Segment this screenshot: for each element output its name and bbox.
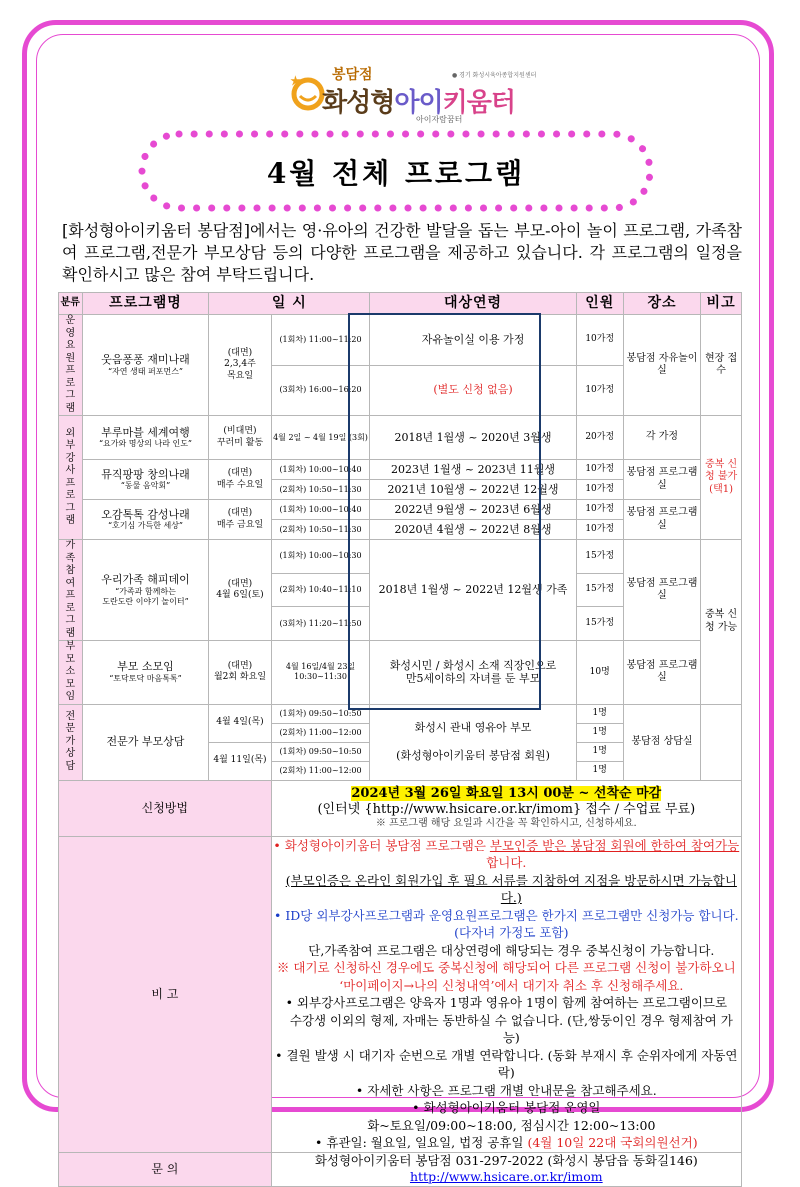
capacity: 10가정 <box>576 315 623 366</box>
apply-method: (인터넷 {http://www.hsicare.or.kr/imom} 접수 / 수업료 무료) <box>317 801 696 817</box>
contact-link[interactable]: http://www.hsicare.or.kr/imom <box>409 1169 603 1184</box>
age-range: 2018년 1월생 ~ 2022년 12월생 가족 <box>370 540 576 641</box>
schedule-day: (대면) 월2회 화요일 <box>209 641 271 705</box>
remarks-label: 비 고 <box>59 836 272 1152</box>
capacity: 20가정 <box>576 416 623 460</box>
capacity: 10가정 <box>576 365 623 416</box>
session-time: (2회차) 10:40~11:10 <box>271 573 370 607</box>
program-name: 부모 소모임 “토닥토닥 마음톡톡” <box>82 641 209 705</box>
remark-7: • 화성형아이키움터 봉담점 운영일 <box>412 1100 601 1115</box>
session-time: (1회차) 11:00~11:20 <box>271 315 370 366</box>
program-name: 우리가족 해피데이 “가족과 함께하는 도란도란 이야기 놀이터” <box>82 540 209 641</box>
category-expert: 전문가상담 <box>59 704 83 780</box>
age-range: 2021년 10월생 ~ 2022년 12월생 <box>370 480 576 500</box>
capacity: 10가정 <box>576 500 623 520</box>
program-name: 뮤직팡팡 창의나래 “동물 음악회” <box>82 460 209 500</box>
schedule-day: (대면) 2,3,4주 목요일 <box>209 315 271 416</box>
place: 봉담점 자유놀이실 <box>623 315 700 416</box>
header-ages: 대상연령 <box>370 293 576 315</box>
session-time: (3회차) 11:20~11:50 <box>271 607 370 641</box>
category-family: 가족참여프로그램 <box>59 540 83 641</box>
remark-2-sub: (다자녀 가정도 포함) <box>454 925 569 940</box>
schedule-day: (대면) 매주 수요일 <box>209 460 271 500</box>
age-range: 2018년 1월생 ~ 2020년 3월생 <box>370 416 576 460</box>
place: 각 가정 <box>623 416 700 460</box>
program-name: 오감톡톡 감성나래 “호기심 가득한 세상” <box>82 500 209 540</box>
schedule-day: (대면) 4월 6일(토) <box>209 540 271 641</box>
age-range: 자유놀이실 이용 가정 <box>370 315 576 366</box>
apply-label: 신청방법 <box>59 780 272 836</box>
note-no-duplicate: 중복 신청 불가 (택1) <box>701 416 742 540</box>
remark-4: • 외부강사프로그램은 양육자 1명과 영유아 1명이 함께 참여하는 프로그램이므로 <box>285 995 728 1010</box>
age-range: 화성시 관내 영유아 부모 (화성형아이키움터 봉담점 회원) <box>370 704 576 780</box>
place: 봉담점 프로그램실 <box>623 500 700 540</box>
category-parent: 부모소모임 <box>59 641 83 705</box>
capacity: 15가정 <box>576 607 623 641</box>
age-range: 2022년 9월생 ~ 2023년 6월생 <box>370 500 576 520</box>
category-external: 외부강사프로그램 <box>59 416 83 540</box>
logo-name-part3: 키움터 <box>442 88 515 118</box>
session-time: (1회차) 10:00~10:30 <box>271 540 370 574</box>
remark-3: ※ 대기로 신청하신 경우에도 중복신청에 해당되어 다른 프로그램 신청이 불가하오니 <box>276 960 736 975</box>
logo-tagline: 아이자람꿈터 <box>416 115 463 124</box>
session-time: (1회차) 09:50~10:50 <box>271 742 370 761</box>
contact-label: 문 의 <box>59 1152 272 1186</box>
logo-name-part2: 아이 <box>394 88 443 118</box>
capacity: 10명 <box>576 641 623 705</box>
header-program: 프로그램명 <box>82 293 209 315</box>
logo <box>288 58 568 128</box>
session-time: 4월 2일 ~ 4월 19일 (3회) <box>271 416 370 460</box>
remark-5: • 결원 발생 시 대기자 순번으로 개별 연락합니다. (동화 부재시 후 순위자에게 자동연락) <box>275 1047 738 1080</box>
header-schedule: 일 시 <box>209 293 370 315</box>
remark-1: • 화성형아이키움터 봉담점 프로그램은 부모인증 받은 봉담점 회원에 한하여 참여가능합니다. <box>273 837 740 870</box>
header-capacity: 인원 <box>576 293 623 315</box>
remark-2-note: 단,가족참여 프로그램은 대상연령에 해당되는 경우 중복신청이 가능합니다. <box>308 942 715 958</box>
session-time: (1회차) 10:00~10:40 <box>271 500 370 520</box>
header-place: 장소 <box>623 293 700 315</box>
session-time: (2회차) 10:50~11:30 <box>271 480 370 500</box>
remark-6: • 자세한 사항은 프로그램 개별 안내문을 참고해주세요. <box>355 1082 657 1098</box>
schedule-day: (비대면) 꾸러미 활동 <box>209 416 271 460</box>
schedule-day: 4월 4일(목) <box>209 704 271 742</box>
remark-8: • 휴관일: 월요일, 일요일, 법정 공휴일 (4월 10일 22대 국회의원선거) <box>315 1135 698 1150</box>
program-table <box>58 292 742 1187</box>
title-box <box>136 128 656 214</box>
session-time: (3회차) 16:00~16:20 <box>271 365 370 416</box>
session-time: (2회차) 11:00~12:00 <box>271 761 370 780</box>
capacity: 1명 <box>576 742 623 761</box>
program-name: 웃음퐁퐁 재미나래 “자연 생태 퍼포먼스” <box>82 315 209 416</box>
contact-info <box>271 1152 741 1186</box>
capacity: 10가정 <box>576 520 623 540</box>
place: 봉담점 프로그램실 <box>623 460 700 500</box>
age-range-note: (별도 신청 없음) <box>370 365 576 416</box>
remark-1-sub: (부모인증은 온라인 회원가입 후 필요 서류를 지참하여 지점을 방문하시면 가능합니다.) <box>285 872 737 905</box>
session-time: (1회차) 10:00~10:40 <box>271 460 370 480</box>
capacity: 1명 <box>576 723 623 742</box>
capacity: 15가정 <box>576 540 623 574</box>
age-range: 2023년 1월생 ~ 2023년 11월생 <box>370 460 576 480</box>
age-range: 2020년 4월생 ~ 2022년 8월생 <box>370 520 576 540</box>
page-title: 4월 전체 프로그램 <box>266 157 526 190</box>
session-time: (1회차) 09:50~10:50 <box>271 704 370 723</box>
remark-4-sub: 수강생 이외의 형제, 자매는 동반하실 수 없습니다. (단,쌍둥이인 경우 형제참여 가능) <box>289 1012 733 1045</box>
remark-3-sub: ‘마이페이지→나의 신청내역’에서 대기자 취소 후 신청해주세요. <box>339 977 684 993</box>
capacity: 10가정 <box>576 460 623 480</box>
partner-logo-text: ● 경기 화성시육아종합지원센터 <box>452 72 537 79</box>
partner-name: 경기 화성시육아종합지원센터 <box>459 72 537 79</box>
session-time: 4월 16일/4월 23일 10:30~11:30 <box>271 641 370 705</box>
remark-7-sub: 화~토요일/09:00~18:00, 점심시간 12:00~13:00 <box>367 1117 656 1133</box>
logo-name-part1: 화성형 <box>322 88 395 118</box>
program-name: 전문가 부모상담 <box>82 704 209 780</box>
capacity: 10가정 <box>576 480 623 500</box>
apply-period: 2024년 3월 26일 화요일 13시 00분 ~ 선착순 마감 <box>351 785 662 801</box>
note-empty <box>701 704 742 780</box>
note-duplicate-ok: 중복 신청 가능 <box>701 540 742 705</box>
capacity: 15가정 <box>576 573 623 607</box>
schedule-day: 4월 11일(목) <box>209 742 271 780</box>
capacity: 1명 <box>576 704 623 723</box>
header-category: 분류 <box>59 293 83 315</box>
logo-branch: 봉담점 <box>332 67 373 83</box>
place: 봉담점 프로그램실 <box>623 540 700 641</box>
intro-text: [화성형아이키움터 봉담점]에서는 영·유아의 건강한 발달을 돕는 부모-아이 놀이 프로그램, 가족참여 프로그램,전문가 부모상담 등의 다양한 프로그램을 제공하고 있습니다. 각 프로그램의 일정을 확인하시고 많은 참여 부탁드립니다. <box>62 221 742 284</box>
program-name: 부루마블 세계여행 “요가와 명상의 나라 인도” <box>82 416 209 460</box>
remarks-content <box>271 836 741 1152</box>
session-time: (2회차) 11:00~12:00 <box>271 723 370 742</box>
remark-2: • ID당 외부강사프로그램과 운영요원프로그램은 한가지 프로그램만 신청가능 합니다. <box>273 907 739 923</box>
contact-line: 화성형아이키움터 봉담점 031-297-2022 (화성시 봉담읍 동화길146) <box>314 1153 698 1169</box>
place: 봉담점 상담실 <box>623 704 700 780</box>
category-operation: 운영요원프로그램 <box>59 315 83 416</box>
capacity: 1명 <box>576 761 623 780</box>
apply-info <box>271 780 741 836</box>
schedule-day: (대면) 매주 금요일 <box>209 500 271 540</box>
age-range: 화성시민 / 화성시 소재 직장인으로 만5세이하의 자녀를 둔 부모 <box>370 641 576 705</box>
note-onsite: 현장 접수 <box>701 315 742 416</box>
apply-tip: ※ 프로그램 해당 요일과 시간을 꼭 확인하시고, 신청하세요. <box>375 818 637 829</box>
header-note: 비고 <box>701 293 742 315</box>
session-time: (2회차) 10:50~11:30 <box>271 520 370 540</box>
place: 봉담점 프로그램실 <box>623 641 700 705</box>
